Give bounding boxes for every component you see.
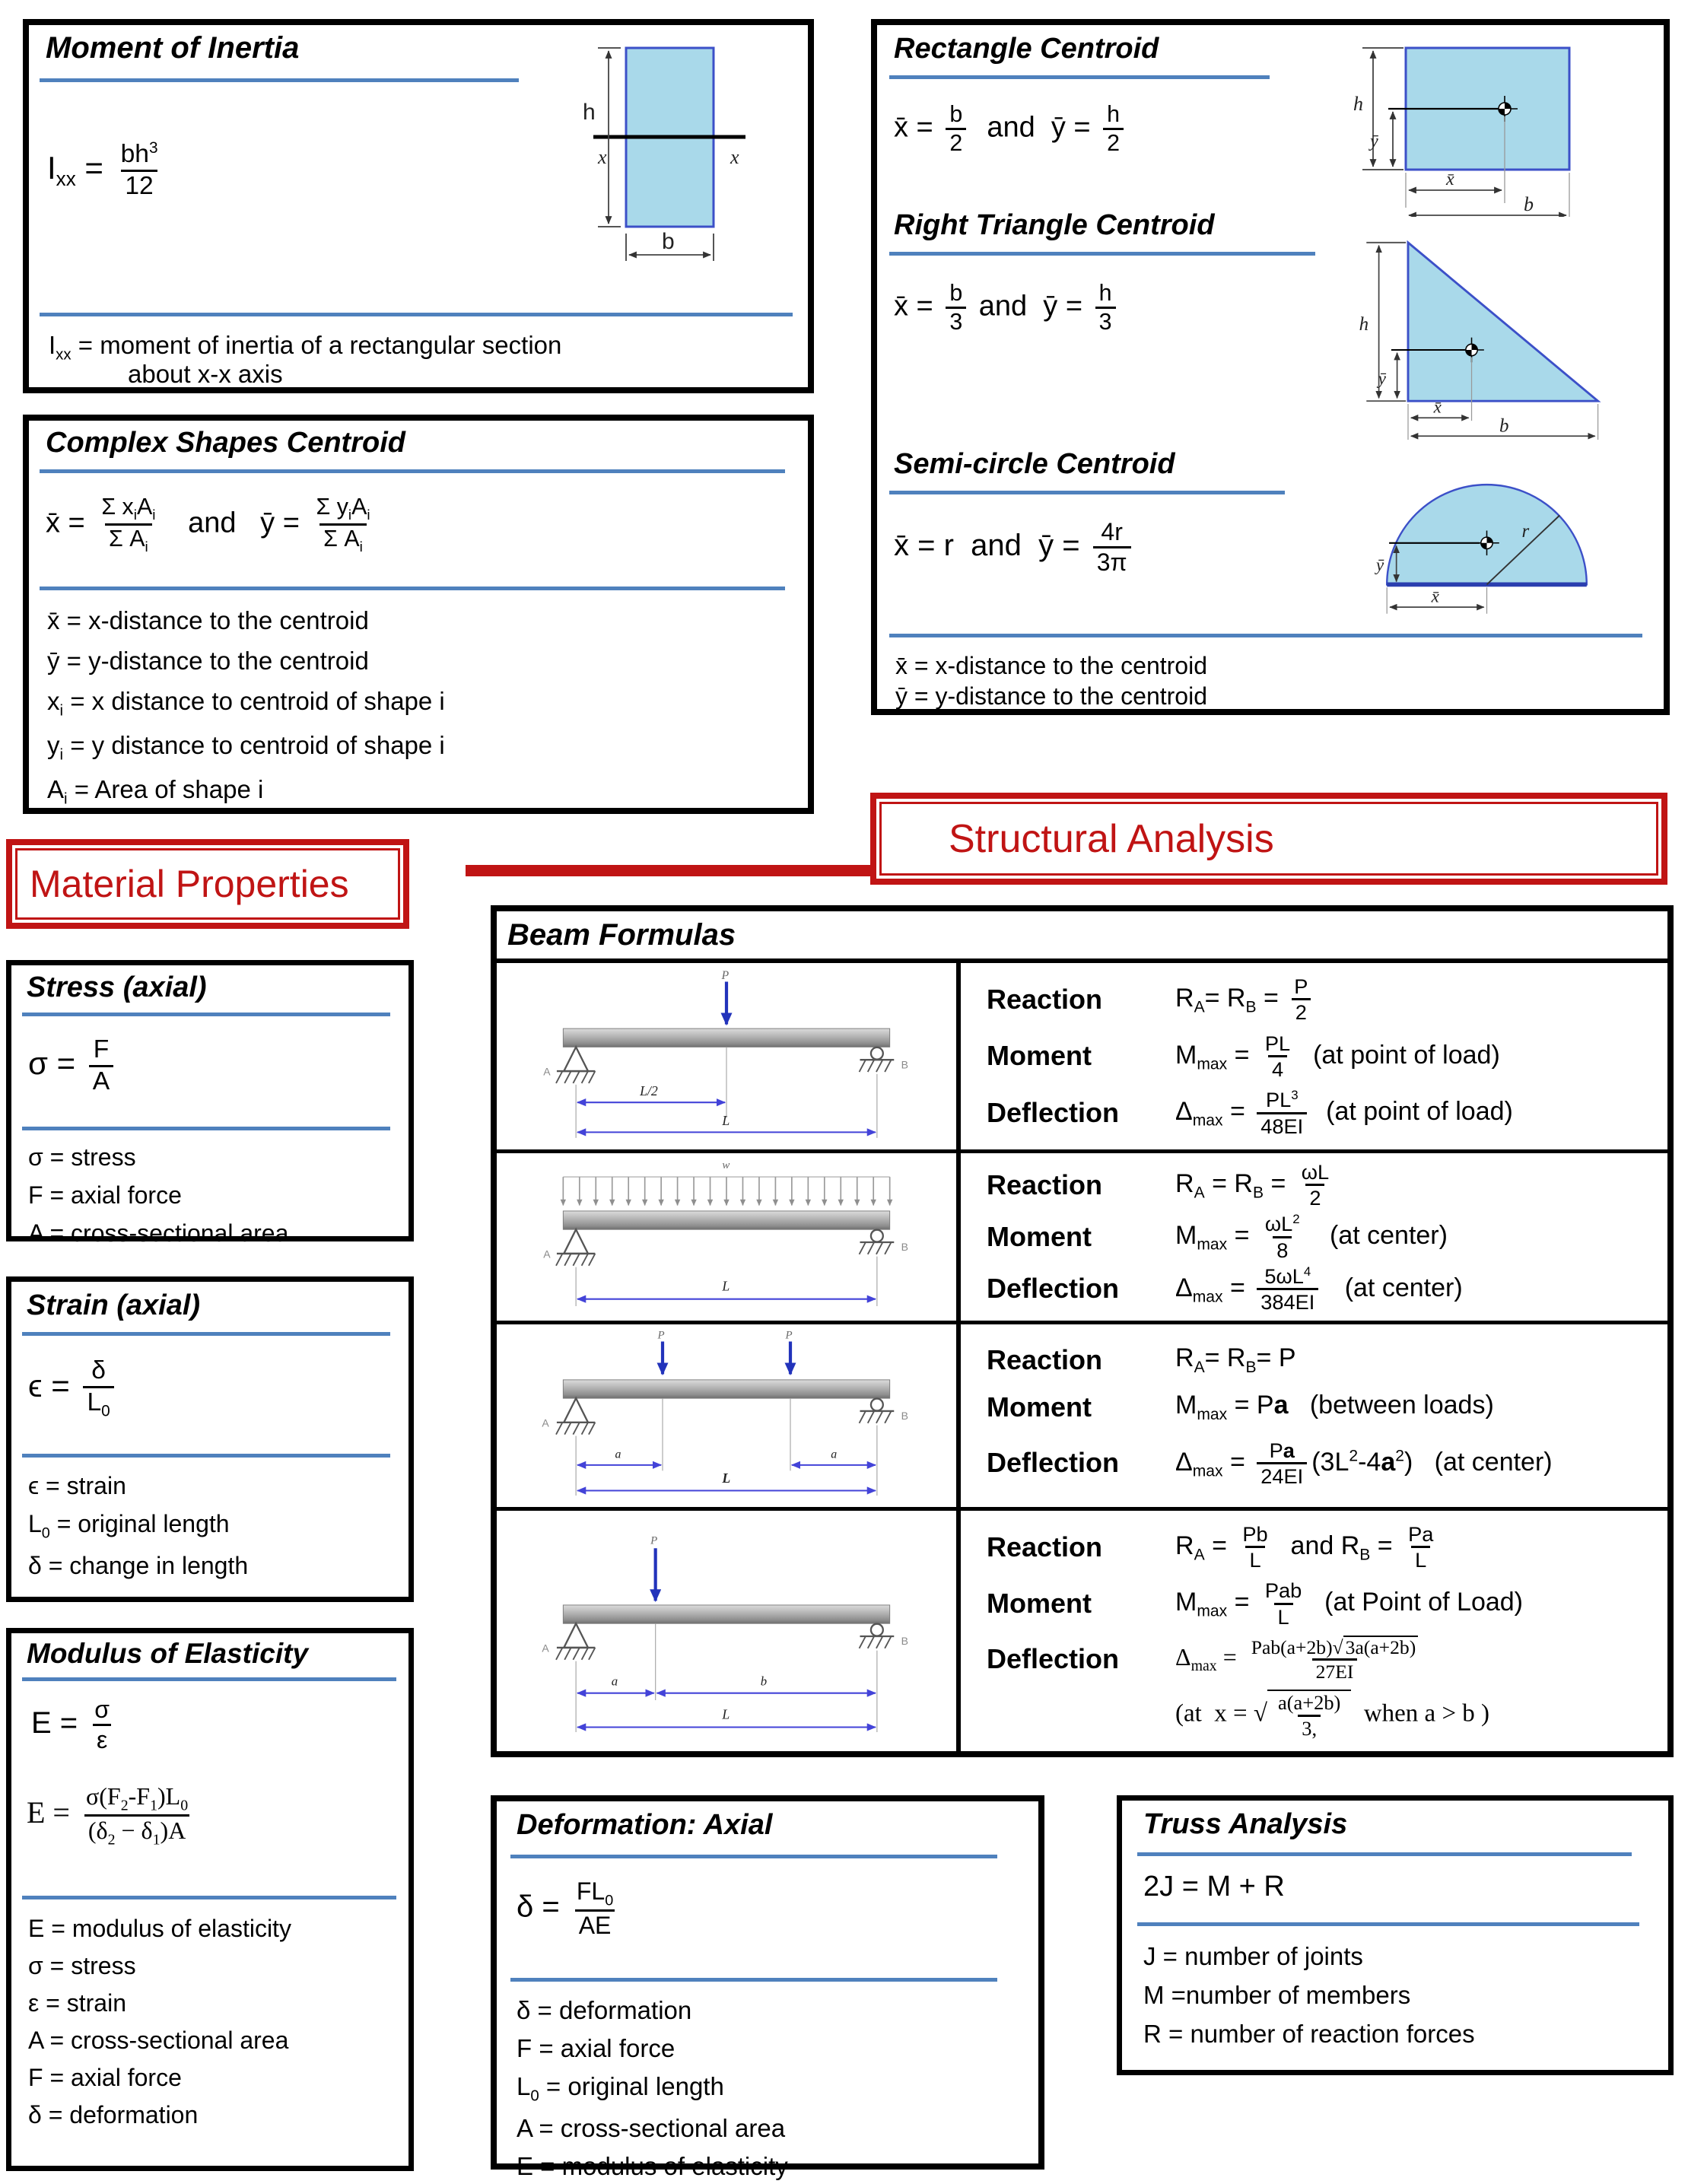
note-line: δ = deformation (517, 1996, 692, 2024)
formula-text: (at x = √ $\frac{a(a+2b)}{3,}$ when a > b ) (1175, 1691, 1490, 1740)
note-line: ϵ = strain (28, 1472, 126, 1499)
dim-label-span: L (722, 1113, 730, 1129)
dim-label-half-span: L/2 (640, 1082, 658, 1098)
complex-shapes-centroid-card (23, 415, 814, 814)
dim-label-span: L (722, 1470, 731, 1486)
section-underline (1137, 1852, 1632, 1856)
formula-text: $\Delta_{max}$ = Pab(a+2b)√ 3a(a+2b) 27EI (1175, 1636, 1426, 1683)
row-label: Reaction (987, 983, 1103, 1015)
deflection-location-line (987, 1690, 1661, 1740)
centroid-note-2: ȳ = y-distance to the centroid (895, 682, 1207, 710)
centroids-card (871, 19, 1670, 715)
deflection-line (987, 1439, 1661, 1489)
beam-diagram-cell (497, 1324, 961, 1507)
rectangle-centroid-formula (894, 101, 1128, 157)
deformation-axial-card (491, 1795, 1044, 2181)
truss-analysis-card (1117, 1795, 1674, 2075)
section-title: Truss Analysis (1143, 1808, 1348, 1840)
formula-text: $M_{max}$ = $\frac{\omega L^2}{8}$ (at center) (1175, 1212, 1448, 1262)
formula-text: x̄ = $\frac{b}{3}$ and ȳ = $\frac{h}{3}$ (894, 280, 1121, 335)
reaction-line (987, 1522, 1661, 1572)
note-line: F = axial force (28, 1181, 182, 1209)
beam-diagram-cell (497, 1511, 961, 1751)
note-line: F = axial force (28, 2063, 182, 2091)
centroid-note-1: x̄ = x-distance to the centroid (895, 652, 1207, 679)
formula-text: $R_A = R_B$ = $\frac{\omega L}{2}$ (1175, 1159, 1330, 1210)
reaction-line (987, 1343, 1661, 1377)
moment-of-inertia-card (23, 19, 814, 393)
section-underline (510, 1978, 997, 1982)
row-label: Moment (987, 1220, 1092, 1252)
truss-notes (1143, 1941, 1475, 2051)
semicircle-centroid-formula (894, 518, 1136, 577)
dim-label-ybar: ȳ (1370, 132, 1378, 151)
complex-notes (47, 605, 445, 809)
load-label: P (650, 1534, 658, 1547)
section-underline (40, 469, 785, 473)
dim-label-b: b (1524, 193, 1534, 215)
modulus-card (6, 1628, 414, 2171)
beam-diagram-two-point-loads (513, 1328, 939, 1503)
deflection-line (987, 1088, 1661, 1138)
deformation-formula (517, 1877, 621, 1940)
note-line: R = number of reaction forces (1143, 2020, 1475, 2049)
section-title: Modulus of Elasticity (27, 1638, 309, 1669)
strain-card (6, 1276, 414, 1602)
note-line: A = cross-sectional area (28, 2026, 289, 2054)
beam-formula-cell (961, 1511, 1667, 1751)
section-underline (889, 75, 1270, 79)
deflection-line (987, 1264, 1661, 1315)
banner-inner (879, 802, 1658, 876)
structural-analysis-red-bar (466, 865, 873, 876)
section-underline (40, 313, 793, 316)
section-title: Moment of Inertia (46, 31, 300, 65)
support-b-label: B (901, 1410, 908, 1423)
formula-text: x̄ = $\frac{b}{2}$ and ȳ = $\frac{h}{2}$ (894, 101, 1128, 157)
section-underline (40, 587, 785, 590)
load-label: w (722, 1159, 730, 1171)
section-underline (889, 252, 1315, 256)
dim-label-ybar: ȳ (1375, 555, 1384, 575)
section-underline (22, 1127, 390, 1130)
dim-label-a-left: a (615, 1448, 621, 1461)
note-line: $y_i = y$ distance to centroid of shape i (47, 731, 445, 764)
section-title: Complex Shapes Centroid (46, 427, 405, 459)
strain-formula (28, 1356, 119, 1420)
section-title: Right Triangle Centroid (894, 209, 1215, 241)
formula-text: $\Delta_{max}$ = $\frac{PL^3}{48EI}$ (at point of load) (1175, 1088, 1513, 1138)
note-line: σ = stress (28, 1143, 136, 1171)
load-label: P (721, 968, 730, 982)
dim-label-a: a (611, 1674, 618, 1689)
section-underline (22, 1332, 390, 1336)
reaction-line (987, 974, 1661, 1025)
row-label: Moment (987, 1040, 1092, 1072)
dim-label-r: r (1521, 521, 1530, 542)
note-line: E = modulus of elasticity (28, 1915, 291, 1942)
section-underline (22, 1013, 390, 1016)
beam-diagram-offset-point-load (513, 1521, 939, 1741)
material-properties-banner (6, 839, 409, 929)
section-underline (22, 1677, 396, 1681)
note-line: J = number of joints (1143, 1942, 1363, 1970)
support-b-label: B (901, 1241, 908, 1254)
support-a-label: A (542, 1416, 549, 1429)
note-line: $L_0$ = original length (517, 2072, 724, 2106)
support-b-label: B (901, 1058, 908, 1071)
beam-diagram-cell (497, 963, 961, 1149)
formula-text: δ = $\frac{FL_0}{AE}$ (517, 1877, 621, 1940)
section-title: Semi-circle Centroid (894, 448, 1175, 480)
formula-text: E = $\frac{\sigma(F_2-F_1)L_0}{(\delta_2 - \delta_1)A}$ (27, 1782, 196, 1849)
dim-label-b: b (760, 1674, 768, 1689)
axis-label-x-right: x (730, 146, 739, 168)
deformation-notes (517, 1995, 788, 2183)
section-underline (889, 634, 1642, 637)
semicircle-centroid-diagram (1303, 463, 1653, 634)
section-title: Strain (axial) (27, 1289, 201, 1321)
moi-note-2: about x-x axis (128, 360, 283, 388)
support-b-label: B (901, 1635, 908, 1648)
section-underline (1137, 1922, 1639, 1926)
formula-text: ϵ = $\frac{\delta}{L_0}$ (28, 1356, 119, 1420)
note-line: δ = deformation (28, 2100, 199, 2128)
beam-formula-cell (961, 1324, 1667, 1507)
stress-formula (28, 1035, 118, 1096)
section-title: Deformation: Axial (517, 1809, 773, 1841)
row-label: Moment (987, 1391, 1092, 1423)
beam-formula-cell (961, 963, 1667, 1149)
dim-label-h: h (1353, 93, 1363, 115)
beam-formula-cell (961, 1153, 1667, 1321)
row-label: Deflection (987, 1273, 1120, 1305)
row-label: Moment (987, 1588, 1092, 1620)
formula-text: 2J = M + R (1143, 1871, 1285, 1903)
formula-text: $M_{max}$ = $\frac{PL}{4}$ (at point of load) (1175, 1031, 1500, 1081)
section-underline (40, 78, 519, 82)
row-label: Reaction (987, 1168, 1103, 1200)
note-line: ε = strain (28, 1988, 126, 2017)
support-a-label: A (543, 1065, 551, 1078)
note-line: $A_i$ = Area of shape i (47, 775, 264, 808)
row-label: Reaction (987, 1343, 1103, 1375)
triangle-centroid-formula (894, 280, 1121, 335)
rectangle-centroid-diagram (1273, 34, 1653, 217)
section-title: Beam Formulas (507, 917, 736, 952)
axis-label-x-left: x (598, 146, 607, 168)
dim-label-span: L (722, 1706, 730, 1722)
banner-title: Material Properties (30, 863, 349, 905)
beam-diagram-distributed-load (513, 1157, 939, 1317)
load-label-2: P (785, 1329, 793, 1342)
moi-note-1: $I_{xx}$ = moment of inertia of a rectangular section (49, 331, 562, 364)
note-line: σ = stress (28, 1951, 136, 1979)
moment-line (987, 1578, 1661, 1629)
formula-text: $R_A= R_B$ = $\frac{P}{2}$ (1175, 974, 1316, 1025)
row-label: Deflection (987, 1097, 1120, 1129)
formula-text: x̄ = Σ $x_iA_i$ Σ $A_i$ and ȳ = Σ $y_iA_i$ Σ $A_i$ (46, 494, 370, 555)
dim-label-xbar: x̄ (1446, 170, 1454, 189)
modulus-formula-2 (27, 1782, 196, 1849)
formula-text: $M_{max}$ = Pab L (at Point of Load) (1175, 1578, 1524, 1629)
moment-line (987, 1212, 1661, 1262)
formula-text: $\Delta_{max}$ = $\frac{5\omega L^4}{384EI}$ (at center) (1175, 1264, 1463, 1314)
structural-analysis-banner (870, 793, 1667, 885)
beam-diagram-point-load-center (513, 967, 939, 1146)
dim-label-h: h (1359, 314, 1369, 335)
row-label: Deflection (987, 1447, 1120, 1479)
note-line: ȳ = y-distance to the centroid (47, 647, 369, 676)
beam-formulas-header (497, 911, 1667, 963)
beam-row-two-point-loads (497, 1324, 1667, 1511)
formula-text: $R_A$ = $\frac{Pb}{L}$ and $R_B$ = $\frac{Pa}{L}$ (1175, 1521, 1434, 1572)
beam-row-point-load-center (497, 963, 1667, 1153)
modulus-notes (28, 1913, 291, 2131)
section-title: Stress (axial) (27, 971, 207, 1003)
complex-centroid-formula (46, 494, 379, 555)
moi-formula (47, 139, 167, 201)
note-line: A = cross-sectional area (517, 2114, 786, 2143)
support-a-label: A (542, 1642, 549, 1655)
banner-title: Structural Analysis (949, 816, 1274, 861)
section-underline (22, 1896, 396, 1899)
dim-label-a-right: a (831, 1448, 838, 1461)
moment-line (987, 1391, 1661, 1424)
beam-diagram-cell (497, 1153, 961, 1321)
section-underline (889, 491, 1285, 494)
beam-row-offset-point-load (497, 1511, 1667, 1751)
strain-notes (28, 1470, 248, 1582)
note-line: x̄ = x-distance to the centroid (47, 606, 369, 634)
truss-formula (1143, 1871, 1285, 1903)
note-line: $L_0$ = original length (28, 1509, 230, 1542)
dim-label-b: b (1499, 415, 1509, 437)
formula-text: $\Delta_{max}$ = $\frac{Pa}{24EI}$ $(3L^2-4a^2)$ (at center) (1175, 1438, 1553, 1488)
dim-label-xbar: x̄ (1433, 396, 1442, 417)
formula-text: $I_{xx}$ = $\frac{bh^3}{12}$ (47, 139, 158, 200)
formula-text: E = $\frac{\sigma}{\varepsilon}$ (31, 1696, 118, 1754)
support-a-label: A (543, 1248, 551, 1260)
formula-text: σ = $\frac{F}{A}$ (28, 1035, 118, 1096)
note-line: $x_i = x$ distance to centroid of shape i (47, 687, 445, 720)
banner-inner (15, 848, 400, 920)
note-line: δ = change in length (28, 1551, 249, 1579)
beam-row-distributed-load (497, 1153, 1667, 1324)
note-line: E = modulus of elasticity (517, 2152, 788, 2181)
dim-label-h: h (583, 100, 596, 125)
stress-card (6, 960, 414, 1247)
section-underline (510, 1855, 997, 1858)
note-line: M =number of members (1143, 1981, 1411, 2010)
dim-label-ybar: ȳ (1378, 368, 1386, 389)
modulus-formula-1 (31, 1696, 118, 1754)
row-label: Deflection (987, 1643, 1120, 1675)
dim-label-xbar: x̄ (1431, 587, 1439, 606)
beam-formulas-card (491, 905, 1674, 1757)
formula-text: $R_A= R_B= P$ (1175, 1343, 1296, 1376)
formula-text: x̄ = r and ȳ = $\frac{4r}{3\pi}$ (894, 518, 1136, 577)
deflection-line (987, 1636, 1661, 1683)
section-underline (22, 1454, 390, 1458)
note-line: F = axial force (517, 2034, 676, 2063)
note-line: A = cross-sectional area (28, 1219, 289, 1247)
dim-label-b: b (662, 229, 675, 254)
moment-line (987, 1032, 1661, 1082)
triangle-centroid-diagram (1280, 221, 1645, 442)
stress-notes (28, 1142, 288, 1249)
dim-label-span: L (722, 1278, 730, 1294)
row-label: Reaction (987, 1531, 1103, 1562)
load-label-1: P (657, 1329, 665, 1342)
moi-rectangle-diagram (523, 34, 797, 270)
section-title: Rectangle Centroid (894, 33, 1159, 65)
reaction-line (987, 1160, 1661, 1210)
formula-text: $M_{max} = Pa$ (between loads) (1175, 1391, 1494, 1423)
